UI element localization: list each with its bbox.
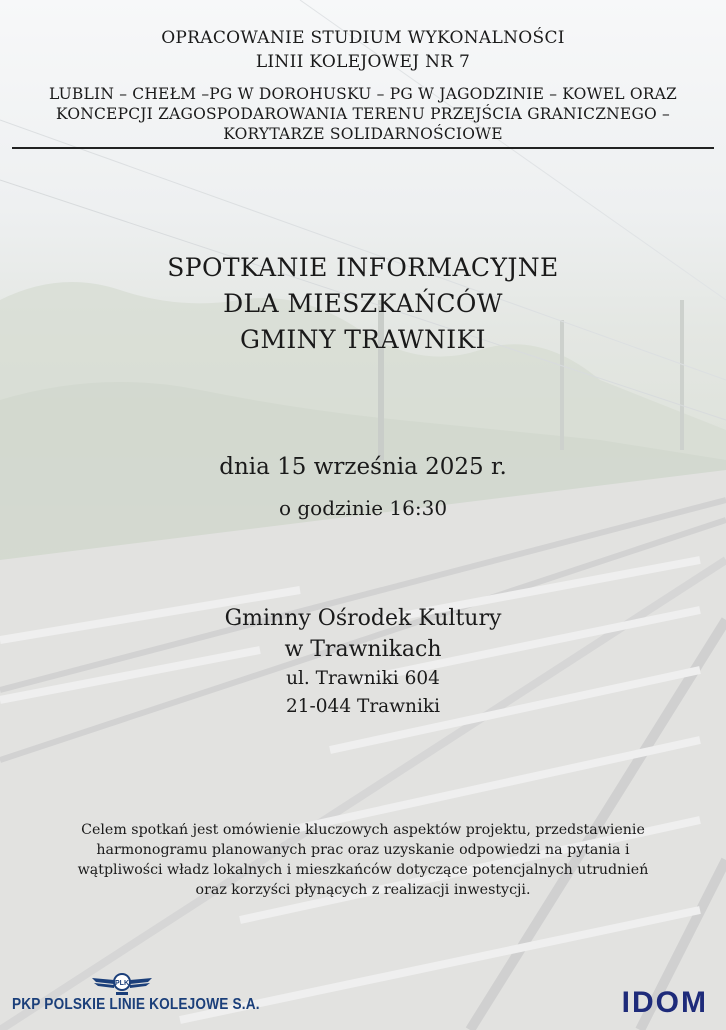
venue-name-line1: Gminny Ośrodek Kultury (224, 606, 502, 631)
description-line4: oraz korzyści płynących z realizacji inwestycji. (195, 882, 531, 898)
description-line1: Celem spotkań jest omówienie kluczowych aspektów projektu, przedstawienie (81, 822, 645, 838)
project-subtitle (0, 84, 726, 144)
venue-street: ul. Trawniki 604 (286, 668, 440, 689)
project-subtitle-line1: LUBLIN – CHEŁM –PG W DOROHUSKU – PG W JAGODZINIE – KOWEL ORAZ (49, 85, 677, 103)
description-line2: harmonogramu planowanych prac oraz uzyskanie odpowiedzi na pytania i (96, 842, 630, 858)
plk-logo (12, 968, 260, 1024)
meeting-title-line3: GMINY TRAWNIKI (240, 325, 486, 354)
venue-name-line2: w Trawnikach (284, 637, 442, 662)
project-subtitle-line3: KORYTARZE SOLIDARNOŚCIOWE (223, 125, 503, 143)
meeting-date: dnia 15 września 2025 r. (219, 454, 507, 480)
project-title (0, 26, 726, 74)
meeting-title-line2: DLA MIESZKAŃCÓW (223, 289, 503, 318)
meeting-title (0, 250, 726, 358)
meeting-time: o godzinie 16:30 (278, 496, 448, 520)
plk-badge-text: PLK (115, 980, 129, 987)
meeting-venue (0, 603, 726, 721)
project-title-line2: LINII KOLEJOWEJ NR 7 (255, 52, 471, 72)
header-divider (12, 147, 714, 149)
plk-company-name: PKP POLSKIE LINIE KOLEJOWE S.A. (12, 996, 260, 1013)
idom-logo: IDOM (621, 986, 708, 1019)
venue-postal: 21-044 Trawniki (286, 696, 440, 717)
description-line3: wątpliwości władz lokalnych i mieszkańców dotyczące potencjalnych utrudnień (77, 862, 649, 878)
meeting-title-line1: SPOTKANIE INFORMACYJNE (167, 253, 559, 282)
project-title-line1: OPRACOWANIE STUDIUM WYKONALNOŚCI (161, 28, 565, 48)
plk-winged-badge-icon (90, 968, 154, 996)
project-subtitle-line2: KONCEPCJI ZAGOSPODAROWANIA TERENU PRZEJŚCIA GRANICZNEGO – (55, 105, 671, 123)
meeting-description (40, 820, 686, 900)
